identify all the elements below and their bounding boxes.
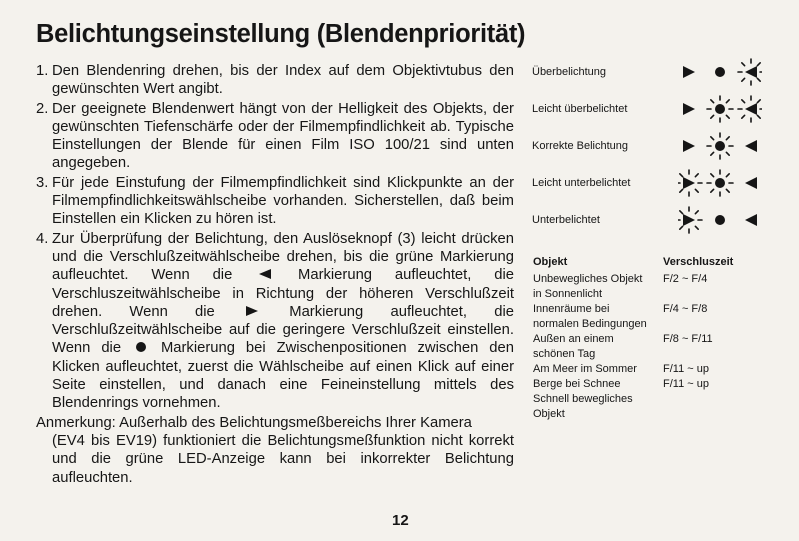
left-triangle-led-glow bbox=[757, 100, 760, 103]
cell-speed: F/8 ~ F/11 bbox=[663, 333, 713, 345]
center-dot-led-glow bbox=[726, 137, 729, 140]
center-dot-led-glow bbox=[711, 174, 714, 177]
left-triangle-led-glow bbox=[742, 63, 745, 66]
table-row bbox=[533, 332, 773, 347]
left-triangle-led-glow bbox=[742, 115, 745, 118]
cell-speed bbox=[663, 317, 773, 332]
exposure-label: Leicht unterbelichtet bbox=[532, 177, 631, 189]
step-text-part-4: Markierung bei Zwischenpositionen zwischen den Klicken aufleuchtet, zuerst die Wählscheibe auf einen Klick auf einer Seite einstellen, und danach eine Feineinstellung mittels des Blendenrings vornehmen. bbox=[52, 340, 514, 412]
cell-object: Berge bei Schnee bbox=[533, 378, 621, 390]
table-row bbox=[533, 377, 773, 392]
right-triangle-led-glow bbox=[680, 211, 683, 214]
left-triangle-led-glow bbox=[757, 115, 760, 118]
cell-object: Außen an einem bbox=[533, 333, 614, 345]
center-dot-led bbox=[715, 215, 725, 225]
right-triangle-led-glow bbox=[680, 189, 683, 192]
step-number: 1. bbox=[36, 63, 49, 79]
center-dot-led-glow bbox=[711, 100, 714, 103]
cell-speed: F/11 ~ up bbox=[663, 378, 709, 390]
step-text-part-2: Markierung aufleuchtet, die Verschluszeitwählscheibe in Richtung der höheren Verschlußzeit drehen. Wenn die bbox=[52, 267, 514, 320]
left-triangle-led bbox=[745, 66, 757, 78]
exposure-label: Korrekte Belichtung bbox=[532, 140, 628, 152]
exposure-row bbox=[532, 60, 772, 97]
instruction-steps bbox=[36, 62, 514, 488]
center-dot-led-glow bbox=[726, 152, 729, 155]
page-title: Belichtungseinstellung (Blendenpriorität) bbox=[36, 20, 526, 48]
step-4 bbox=[36, 230, 514, 413]
exposure-indicator-icon bbox=[678, 130, 762, 162]
right-triangle-led bbox=[683, 214, 695, 226]
cell-speed bbox=[663, 407, 773, 422]
cell-object: Innenräume bei bbox=[533, 303, 610, 315]
center-dot-led-glow bbox=[711, 189, 714, 192]
left-triangle-led bbox=[745, 140, 757, 152]
step-text-part-3: Markierung aufleuchtet, die Verschlußzeitwählscheibe auf die geringere Verschlußzeit einstellen. Wenn die bbox=[52, 303, 514, 357]
right-triangle-led bbox=[683, 140, 695, 152]
step-number: 4. bbox=[36, 230, 49, 247]
exposure-label: Überbelichtung bbox=[532, 66, 606, 78]
right-triangle-led bbox=[683, 177, 695, 189]
center-dot-led bbox=[715, 104, 725, 114]
step-2 bbox=[36, 100, 514, 173]
exposure-indicator-list bbox=[532, 60, 772, 245]
right-triangle-led-glow bbox=[680, 174, 683, 177]
aperture-table bbox=[533, 255, 773, 422]
cell-object: in Sonnenlicht bbox=[533, 288, 603, 300]
step-number: 2. bbox=[36, 100, 49, 117]
cell-object: normalen Bedingungen bbox=[533, 318, 647, 330]
page-number: 12 bbox=[392, 512, 409, 529]
note-body: (EV4 bis EV19) funktioniert die Belichtungsmeßfunktion nicht korrekt und die grüne LED-Anzeige kann bei inkorrekter Belichtung aufleuchten. bbox=[52, 432, 514, 486]
center-dot-led-glow bbox=[711, 115, 714, 118]
cell-object: Am Meer im Sommer bbox=[533, 363, 637, 375]
header-object: Objekt bbox=[533, 256, 568, 268]
left-triangle-led-glow bbox=[742, 78, 745, 81]
step-text: Für jede Einstufung der Filmempfindlichkeit sind Klickpunkte an der Filmempfindlichkeitswählscheibe vorhanden. Sicherstellen, daß beim Einstellen ein Klicken zu hören ist. bbox=[52, 174, 514, 228]
table-row bbox=[533, 392, 773, 407]
step-3 bbox=[36, 174, 514, 229]
right-triangle-led-glow bbox=[695, 189, 698, 192]
table-row bbox=[533, 287, 773, 302]
center-dot-led-glow bbox=[726, 100, 729, 103]
exposure-row bbox=[532, 208, 772, 245]
exposure-indicator-icon bbox=[678, 56, 762, 88]
table-row bbox=[533, 362, 773, 377]
exposure-indicator-icon bbox=[678, 204, 762, 236]
right-triangle-led-glow bbox=[695, 226, 698, 229]
table-row bbox=[533, 317, 773, 332]
left-triangle-led-glow bbox=[757, 63, 760, 66]
step-text: Den Blendenring drehen, bis der Index auf dem Objektivtubus den gewünschten Wert angibt. bbox=[52, 63, 514, 98]
step-number: 3. bbox=[36, 174, 49, 191]
center-dot-led-glow bbox=[711, 152, 714, 155]
right-triangle-led-glow bbox=[695, 211, 698, 214]
cell-speed: F/2 ~ F/4 bbox=[663, 273, 708, 285]
left-triangle-led bbox=[745, 177, 757, 189]
step-text: Der geeignete Blendenwert hängt von der Helligkeit des Objekts, der gewünschten Tiefenschärfe oder der Filmempfindlichkeit ab. Typische Einstellungen der Blende für einen Film ISO 100/21 sind unten angegeben. bbox=[52, 100, 514, 172]
cell-object: Schnell bewegliches bbox=[533, 393, 633, 405]
center-dot-led bbox=[715, 141, 725, 151]
left-triangle-led bbox=[745, 214, 757, 226]
cell-object: Objekt bbox=[533, 408, 565, 420]
exposure-indicator-icon bbox=[678, 167, 762, 199]
left-triangle-led-glow bbox=[757, 78, 760, 81]
step-text-part-1: Zur Überprüfung der Belichtung, den Auslöseknopf (3) leicht drücken und die Verschlußzeitwählscheibe drehen, bis die grüne Markierung aufleuchtet. Wenn die bbox=[52, 230, 514, 284]
note bbox=[36, 414, 514, 487]
right-triangle-led-glow bbox=[695, 174, 698, 177]
exposure-label: Unterbelichtet bbox=[532, 214, 600, 226]
header-speed: Verschluszeit bbox=[663, 256, 734, 268]
table-row bbox=[533, 302, 773, 317]
left-triangle-led-glow bbox=[742, 100, 745, 103]
center-dot-led-glow bbox=[726, 115, 729, 118]
center-dot-led bbox=[715, 67, 725, 77]
center-dot-led-glow bbox=[726, 174, 729, 177]
center-dot-led-glow bbox=[726, 189, 729, 192]
table-row bbox=[533, 347, 773, 362]
exposure-row bbox=[532, 171, 772, 208]
cell-object: Unbewegliches Objekt bbox=[533, 273, 643, 285]
cell-object: schönen Tag bbox=[533, 348, 596, 360]
right-triangle-led bbox=[683, 66, 695, 78]
table-header bbox=[533, 255, 773, 270]
center-dot-led-glow bbox=[711, 137, 714, 140]
note-lead: Anmerkung: Außerhalb des Belichtungsmeßbereichs Ihrer Kamera bbox=[36, 414, 472, 431]
table-row bbox=[533, 272, 773, 287]
exposure-label: Leicht überbelichtet bbox=[532, 103, 628, 115]
right-triangle-led bbox=[683, 103, 695, 115]
right-triangle-led-glow bbox=[680, 226, 683, 229]
exposure-row bbox=[532, 97, 772, 134]
table-row bbox=[533, 407, 773, 422]
left-triangle-icon bbox=[258, 268, 272, 280]
right-triangle-icon bbox=[245, 305, 259, 317]
cell-speed bbox=[663, 392, 773, 407]
exposure-indicator-icon bbox=[678, 93, 762, 125]
dot-icon bbox=[135, 341, 147, 353]
step-1 bbox=[36, 62, 514, 99]
cell-speed: F/11 ~ up bbox=[663, 363, 709, 375]
cell-speed bbox=[663, 347, 773, 362]
cell-speed bbox=[663, 287, 773, 302]
left-triangle-led bbox=[745, 103, 757, 115]
center-dot-led bbox=[715, 178, 725, 188]
exposure-row bbox=[532, 134, 772, 171]
cell-speed: F/4 ~ F/8 bbox=[663, 303, 708, 315]
